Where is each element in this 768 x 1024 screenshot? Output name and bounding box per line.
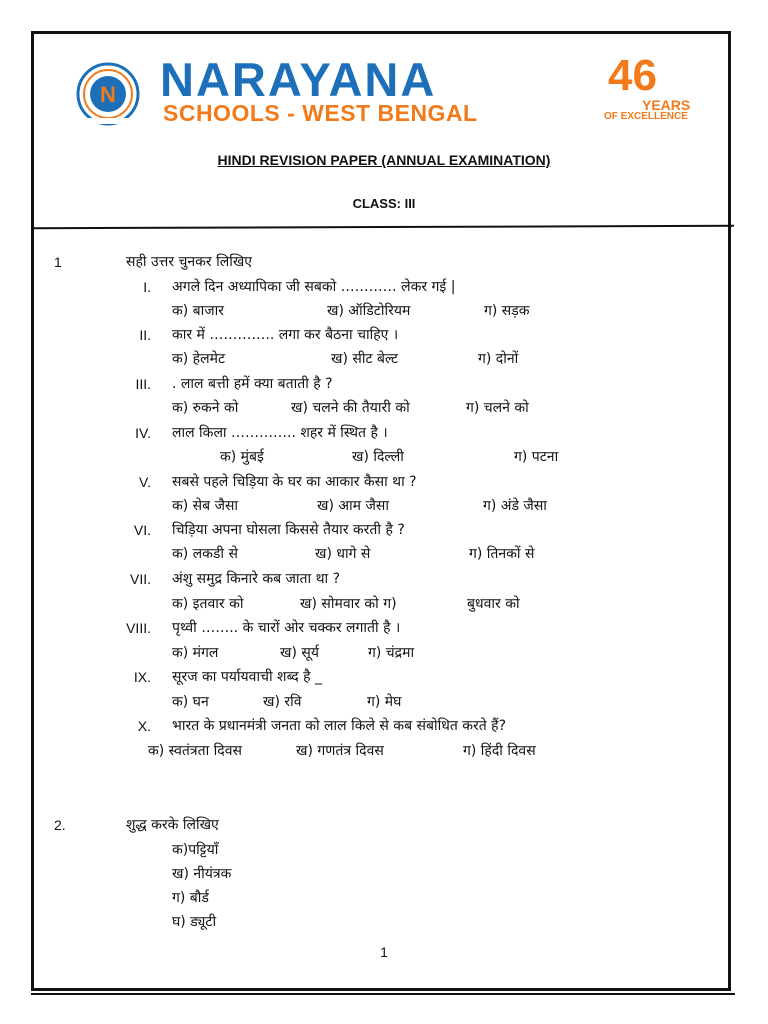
years-subtitle: OF EXCELLENCE xyxy=(604,111,688,122)
option-b: ख) चलने की तैयारी को xyxy=(291,400,410,416)
svg-text:N: N xyxy=(100,82,116,107)
paper-title-text: HINDI REVISION PAPER (ANNUAL EXAMINATION) xyxy=(217,152,551,168)
option-b: ख) सूर्य xyxy=(280,645,319,661)
option-a: क) मुंबई xyxy=(220,449,264,465)
option-b: ख) धागे से xyxy=(315,546,371,562)
years-number: 46 xyxy=(608,51,657,100)
question-text: पृथ्वी …….. के चारों ओर चक्कर लगाती है । xyxy=(172,620,401,636)
option-a: क) स्वतंत्रता दिवस xyxy=(148,743,242,759)
question-number: III. xyxy=(135,376,151,392)
question-number: I. xyxy=(143,279,151,295)
option-c: ग) चंद्रमा xyxy=(368,645,415,661)
option-a: क) मंगल xyxy=(172,645,219,661)
option-c: ग) सड़क xyxy=(484,303,530,319)
option-c: ग) पटना xyxy=(514,449,559,465)
option-c: ग) अंडे जैसा xyxy=(483,498,547,514)
question-text: लाल किला ………….. शहर में स्थित है । xyxy=(172,425,388,441)
option-b: ख) दिल्ली xyxy=(352,449,404,465)
option-c: ग) हिंदी दिवस xyxy=(463,743,536,759)
question-text: . लाल बत्ती हमें क्या बताती है ? xyxy=(172,376,333,392)
page-number: 1 xyxy=(380,944,388,960)
question-number: VI. xyxy=(133,522,151,538)
question-text: अगले दिन अध्यापिका जी सबको ………… लेकर गई | xyxy=(172,279,456,295)
question-number: IX. xyxy=(133,669,151,685)
question-text: सूरज का पर्यायवाची शब्द है _ xyxy=(172,669,323,685)
option-b: ख) सोमवार को ग) xyxy=(300,596,397,612)
years-word: YEARS xyxy=(642,97,691,113)
question-number: IV. xyxy=(135,425,151,441)
option-a: क) सेब जैसा xyxy=(172,498,239,514)
section2-item: ग) बौर्ड xyxy=(172,890,209,906)
option-c: ग) तिनकों से xyxy=(469,546,535,562)
option-c: ग) चलने को xyxy=(466,400,529,416)
question-text: चिड़िया अपना घोसला किससे तैयार करती है ? xyxy=(172,522,405,538)
section1-number: 1 xyxy=(54,254,62,270)
question-text: अंशु समुद्र किनारे कब जाता था ? xyxy=(172,571,341,587)
question-number: VIII. xyxy=(126,620,151,636)
paper-title xyxy=(0,152,768,168)
question-text: भारत के प्रधानमंत्री जनता को लाल किले से कब संबोधित करते हैं? xyxy=(172,718,507,734)
section1-heading: सही उत्तर चुनकर लिखिए xyxy=(126,254,253,270)
option-b: ख) सीट बेल्ट xyxy=(331,351,399,367)
section2-item: ख) नीयंत्रक xyxy=(172,866,232,882)
question-number: VII. xyxy=(129,571,151,587)
section2-item: घ) ड्यूटी xyxy=(172,914,217,930)
option-c: बुधवार को xyxy=(467,596,520,612)
question-number: X. xyxy=(137,718,151,734)
question-number: V. xyxy=(139,474,151,490)
school-name: NARAYANA xyxy=(160,53,437,106)
question-text: कार में ………….. लगा कर बैठना चाहिए । xyxy=(172,327,399,343)
option-c: ग) दोनों xyxy=(478,351,519,367)
class-label: CLASS: III xyxy=(352,196,416,211)
option-a: क) हेलमेट xyxy=(172,351,226,367)
option-a: क) घन xyxy=(172,694,209,710)
option-b: ख) रवि xyxy=(263,694,302,710)
option-a: क) रुकने को xyxy=(172,400,239,416)
section2-item: क)पट्टियाँ xyxy=(172,842,219,858)
question-text: सबसे पहले चिड़िया के घर का आकार कैसा था ? xyxy=(172,474,417,490)
school-subtitle: SCHOOLS - WEST BENGAL xyxy=(163,100,478,126)
option-a: क) बाजार xyxy=(172,303,225,319)
section2-number: 2. xyxy=(54,817,66,833)
option-b: ख) ऑडिटोरियम xyxy=(327,303,411,319)
option-b: ख) आम जैसा xyxy=(317,498,389,514)
bottom-rule xyxy=(31,993,735,995)
section2-heading: शुद्ध करके लिखिए xyxy=(126,817,219,833)
question-number: II. xyxy=(139,327,151,343)
option-a: क) इतवार को xyxy=(172,596,244,612)
narayana-logo xyxy=(66,56,150,126)
option-a: क) लकडी से xyxy=(172,546,238,562)
years-badge xyxy=(600,51,692,126)
option-c: ग) मेघ xyxy=(367,694,402,710)
option-b: ख) गणतंत्र दिवस xyxy=(296,743,384,759)
